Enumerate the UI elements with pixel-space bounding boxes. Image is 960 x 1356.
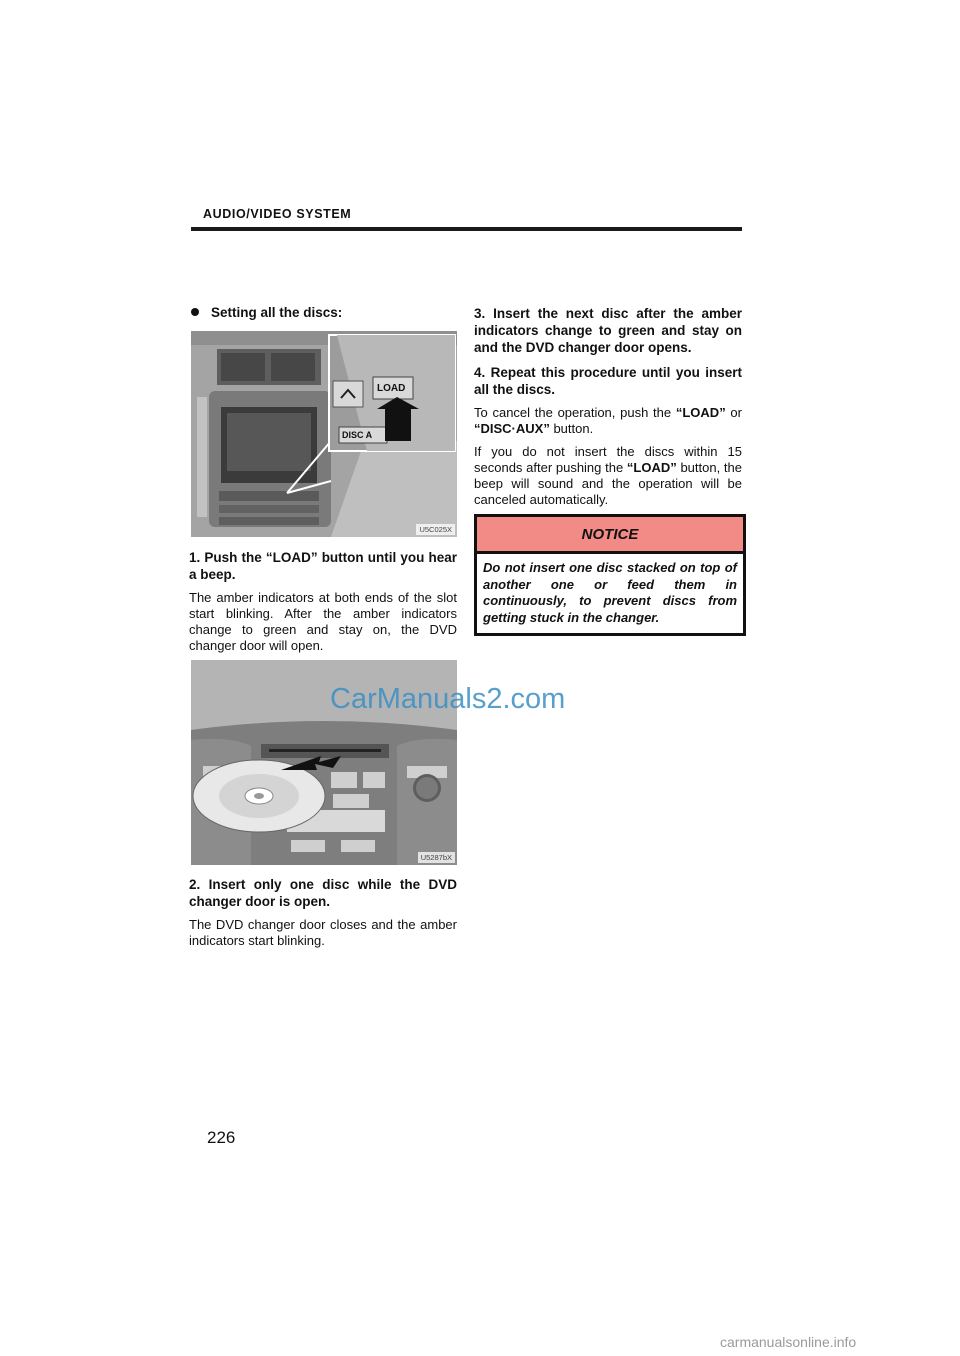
step-2-title: 2. Insert only one disc while the DVD changer door is open. bbox=[189, 877, 457, 909]
notice-body: Do not insert one disc stacked on top of another one or feed them in continuously, to prevent discs from getting stuck in the changer. bbox=[483, 560, 737, 625]
cancel-text-2: or bbox=[725, 405, 742, 420]
cancel-text-1: To cancel the operation, push the bbox=[474, 405, 676, 420]
notice-title: NOTICE bbox=[477, 517, 743, 554]
image-code: U5287bX bbox=[418, 852, 455, 863]
load-button-label: LOAD bbox=[377, 383, 406, 394]
image-code: U5C025X bbox=[416, 524, 455, 535]
bullet-dot-icon bbox=[191, 308, 199, 316]
step-1-body: The amber indicators at both ends of the slot start blinking. After the amber indicators change to green and stay on, the DVD changer door will open. bbox=[189, 590, 457, 653]
notice-box bbox=[474, 514, 746, 636]
timeout-load-label: “LOAD” bbox=[626, 460, 677, 475]
step-3-title: 3. Insert the next disc after the amber indicators change to green and stay on and the DVD changer door opens. bbox=[474, 306, 742, 355]
cancel-load-label: “LOAD” bbox=[675, 405, 726, 420]
cancel-instruction bbox=[474, 405, 742, 437]
step-4-title: 4. Repeat this procedure until you insert all the discs. bbox=[474, 365, 742, 397]
dashboard-photo bbox=[191, 331, 457, 537]
section-header: AUDIO/VIDEO SYSTEM bbox=[203, 207, 352, 221]
step-1-title: 1. Push the “LOAD” button until you hear a beep. bbox=[189, 550, 457, 582]
header-rule bbox=[191, 227, 742, 231]
dashboard-illustration bbox=[191, 331, 457, 537]
bullet-heading bbox=[191, 305, 342, 320]
timeout-text-1: If you do not insert the discs within 15 seconds after pushing the bbox=[474, 444, 742, 475]
watermark-carmanuals2: CarManuals2.com bbox=[330, 683, 566, 715]
timeout-text-2: button, the beep will sound and the operation will be canceled automatically. bbox=[474, 460, 742, 507]
footer-watermark: carmanualsonline.info bbox=[720, 1334, 857, 1350]
page-number: 226 bbox=[207, 1128, 236, 1147]
step-2-body: The DVD changer door closes and the amber indicators start blinking. bbox=[189, 917, 457, 948]
disc-button-label: DISC A bbox=[342, 430, 373, 440]
cancel-disc-aux-label: “DISC·AUX” bbox=[474, 421, 550, 436]
timeout-instruction bbox=[474, 444, 742, 508]
bullet-heading-text: Setting all the discs: bbox=[211, 305, 343, 320]
cancel-text-3: button. bbox=[549, 421, 594, 436]
